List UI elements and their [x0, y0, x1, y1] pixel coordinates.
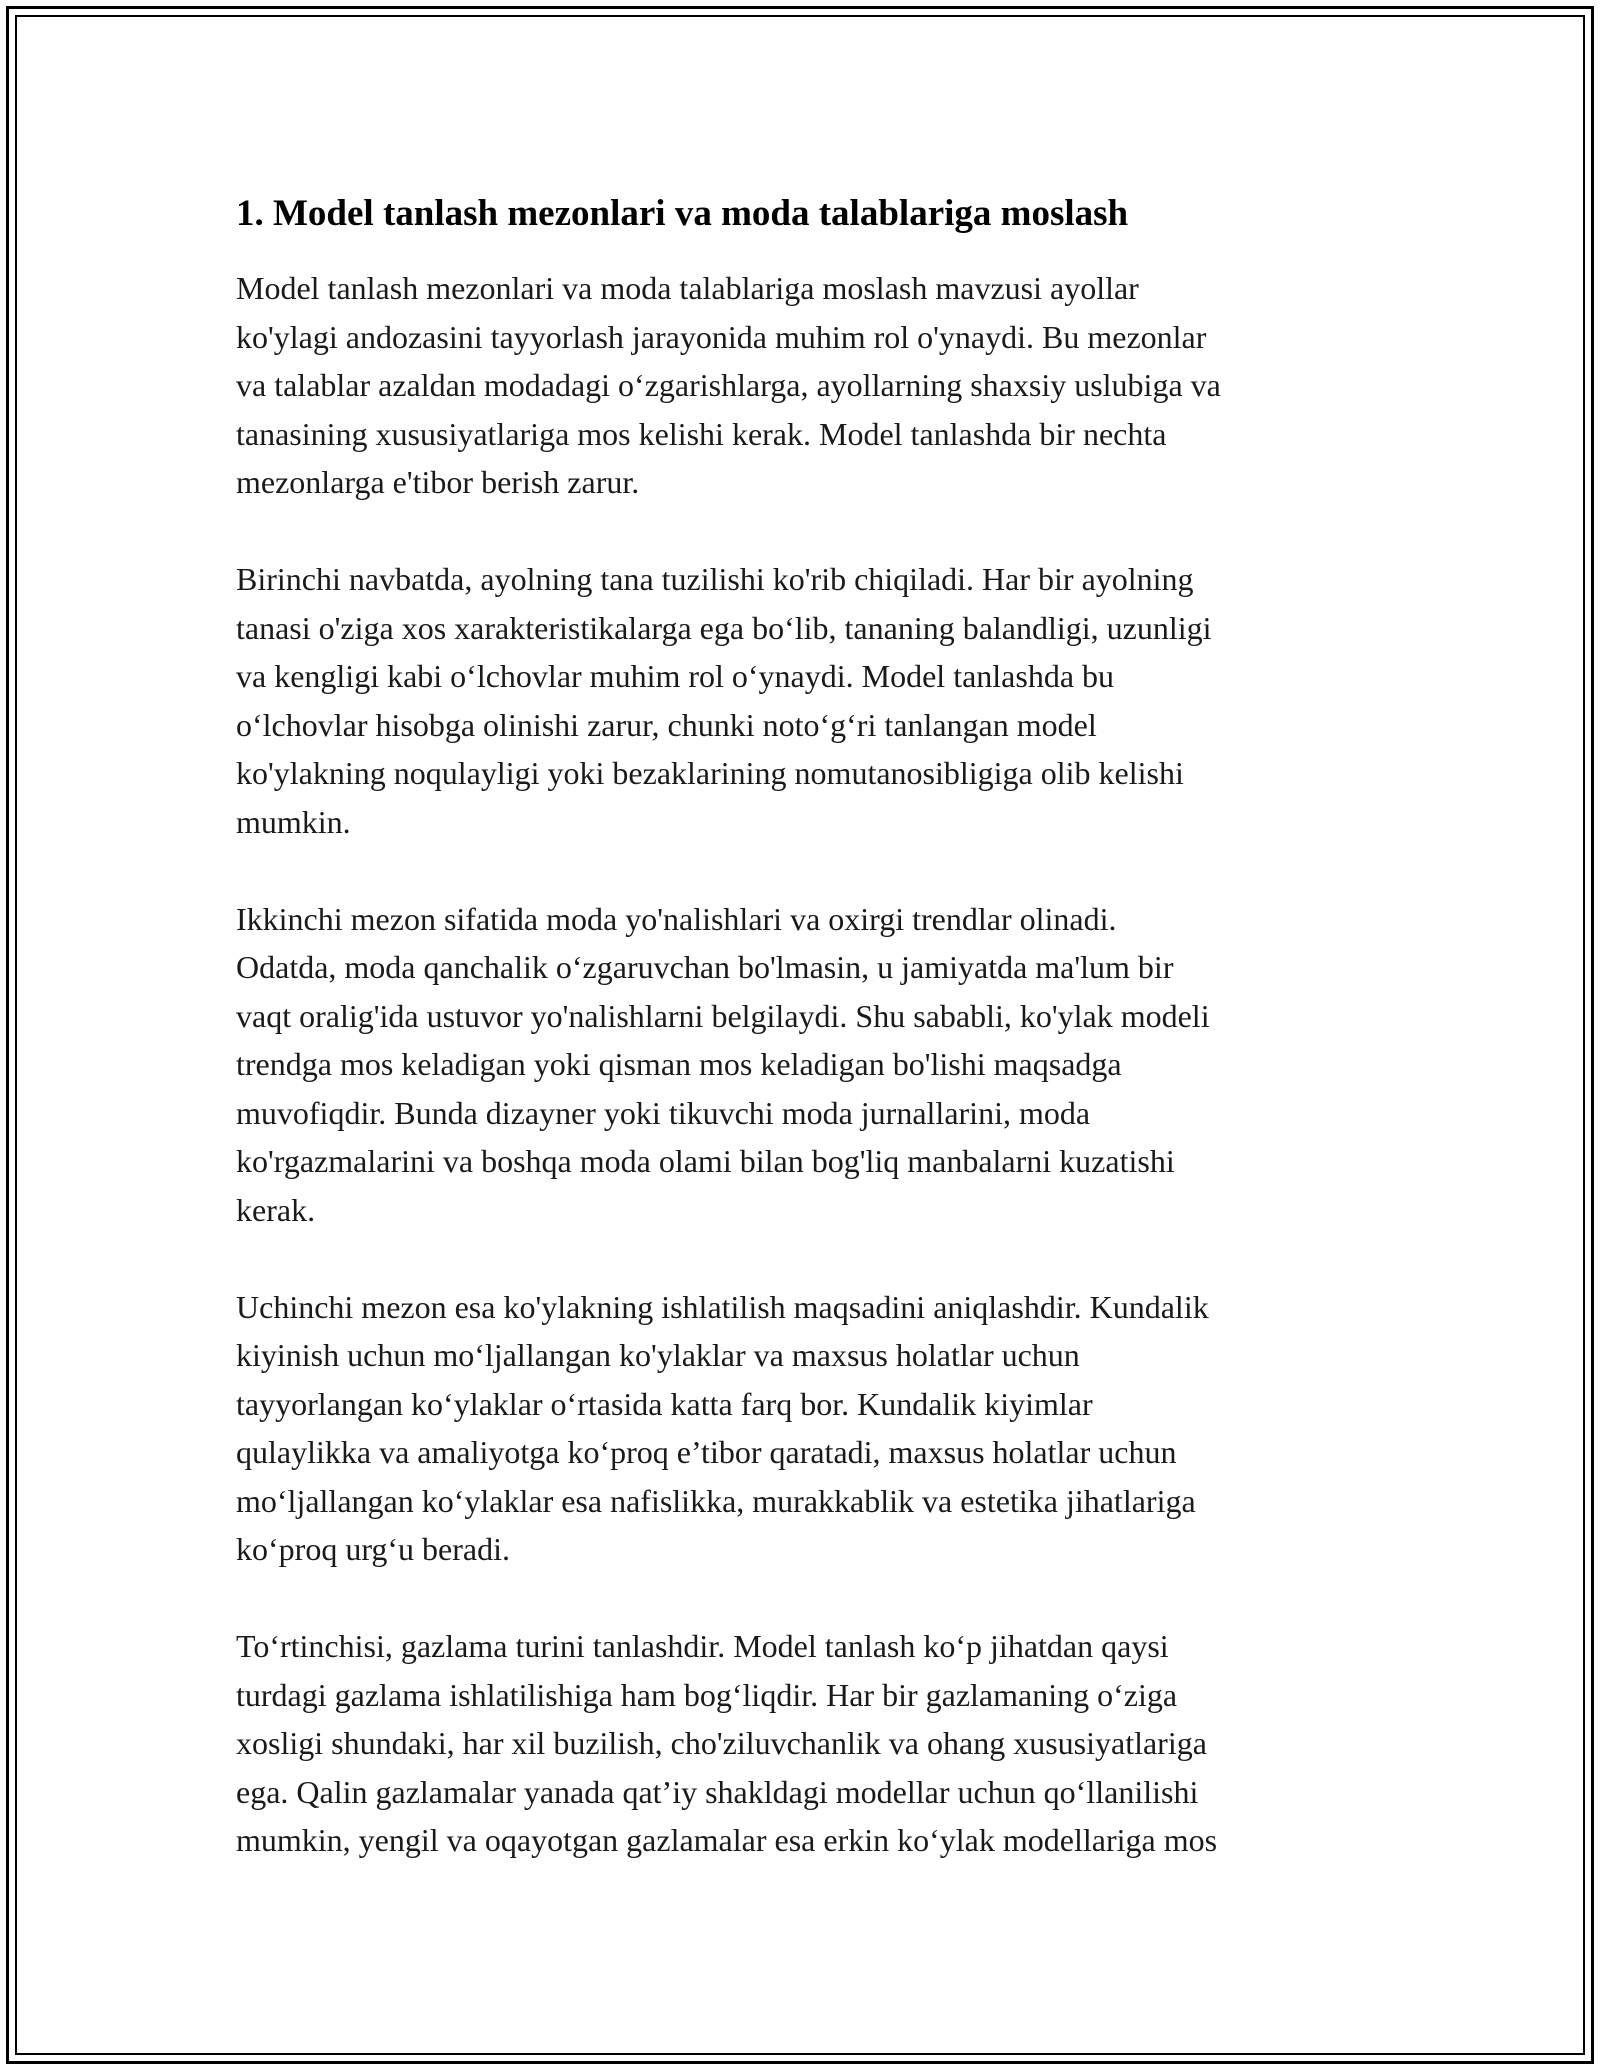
paragraph-line: mo‘ljallangan ko‘ylaklar esa nafislikka, murakkablik va estetika jihatlariga	[236, 1482, 1196, 1519]
paragraph-line: o‘lchovlar hisobga olinishi zarur, chunki noto‘g‘ri tanlangan model	[236, 706, 1097, 743]
paragraph-line: mumkin, yengil va oqayotgan gazlamalar esa erkin ko‘ylak modellariga mos	[236, 1822, 1218, 1858]
paragraph-line: ko'ylagi andozasini tayyorlash jarayonida muhim rol o'ynaydi. Bu mezonlar	[236, 318, 1207, 355]
paragraph-line: Odatda, moda qanchalik o‘zgaruvchan bo'lmasin, u jamiyatda ma'lum bir	[236, 949, 1174, 985]
page-title: 1. Model tanlash mezonlari va moda talablariga moslash	[236, 193, 1129, 234]
paragraph-line: ko‘proq urg‘u beradi.	[236, 1531, 510, 1567]
paragraph-line: kiyinish uchun mo‘ljallangan ko'ylaklar va maxsus holatlar uchun	[236, 1337, 1080, 1373]
paragraph-line: Ikkinchi mezon sifatida moda yo'nalishlari va oxirgi trendlar olinadi.	[236, 900, 1117, 937]
paragraph-line: va talablar azaldan modadagi o‘zgarishlarga, ayollarning shaxsiy uslubiga va	[236, 367, 1221, 403]
paragraph-line: qulaylikka va amaliyotga ko‘proq e’tibor qaratadi, maxsus holatlar uchun	[236, 1434, 1177, 1470]
paragraph-line: turdagi gazlama ishlatilishiga ham bog‘liqdir. Har bir gazlamaning o‘ziga	[236, 1676, 1178, 1713]
paragraph-1	[236, 264, 1396, 507]
paragraph-5	[236, 1622, 1396, 1865]
paragraph-line: tanasi o'ziga xos xarakteristikalarga ega bo‘lib, tananing balandligi, uzunligi	[236, 609, 1212, 646]
paragraph-line: Birinchi navbatda, ayolning tana tuzilishi ko'rib chiqiladi. Har bir ayolning	[236, 561, 1194, 597]
paragraph-line: kerak.	[236, 1191, 316, 1228]
paragraph-line: ega. Qalin gazlamalar yanada qat’iy shakldagi modellar uchun qo‘llanilishi	[236, 1773, 1199, 1810]
paragraph-line: ko'ylakning noqulayligi yoki bezaklarining nomutanosibligiga olib kelishi	[236, 755, 1184, 791]
paragraph-line: xosligi shundaki, har xil buzilish, cho'ziluvchanlik va ohang xususiyatlariga	[236, 1725, 1207, 1761]
paragraph-3	[236, 895, 1396, 1235]
paragraph-line: tayyorlangan ko‘ylaklar o‘rtasida katta farq bor. Kundalik kiyimlar	[236, 1385, 1093, 1422]
paragraph-line: Model tanlash mezonlari va moda talablariga moslash mavzusi ayollar	[236, 270, 1139, 306]
paragraph-line: muvofiqdir. Bunda dizayner yoki tikuvchi moda jurnallarini, moda	[236, 1094, 1091, 1131]
document-page	[236, 188, 1396, 1913]
paragraph-line: To‘rtinchisi, gazlama turini tanlashdir. Model tanlash ko‘p jihatdan qaysi	[236, 1628, 1169, 1664]
paragraph-2	[236, 555, 1396, 846]
paragraph-line: Uchinchi mezon esa ko'ylakning ishlatilish maqsadini aniqlashdir. Kundalik	[236, 1288, 1209, 1325]
paragraph-line: tanasining xususiyatlariga mos kelishi kerak. Model tanlashda bir nechta	[236, 415, 1167, 452]
paragraph-line: mumkin.	[236, 803, 351, 840]
paragraph-line: trendga mos keladigan yoki qisman mos keladigan bo'lishi maqsadga	[236, 1046, 1122, 1082]
paragraph-line: va kengligi kabi o‘lchovlar muhim rol o‘ynaydi. Model tanlashda bu	[236, 658, 1115, 694]
paragraph-4	[236, 1283, 1396, 1574]
paragraph-line: vaqt oralig'ida ustuvor yo'nalishlarni belgilaydi. Shu sababli, ko'ylak modeli	[236, 997, 1210, 1034]
paragraph-line: mezonlarga e'tibor berish zarur.	[236, 464, 640, 500]
paragraph-line: ko'rgazmalarini va boshqa moda olami bilan bog'liq manbalarni kuzatishi	[236, 1143, 1175, 1179]
